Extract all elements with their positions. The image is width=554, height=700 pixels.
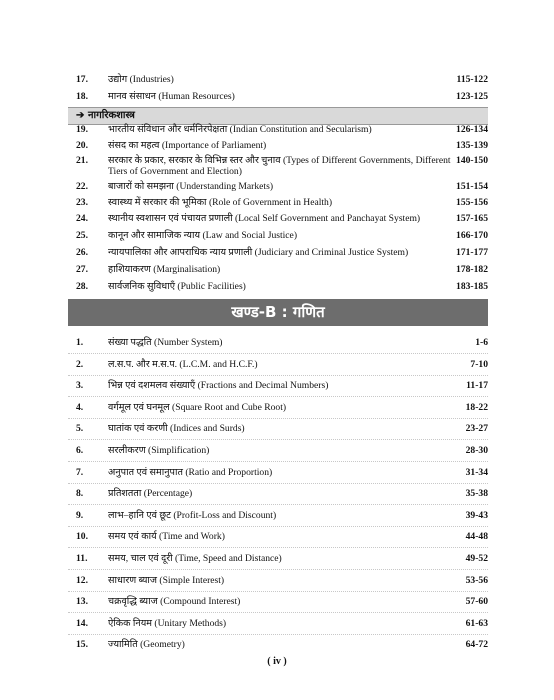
toc-pages: 166-170 <box>456 230 488 241</box>
toc-number: 6. <box>76 445 84 456</box>
toc-number: 1. <box>76 337 84 348</box>
toc-title: लाभ–हानि एवं छूट (Profit-Loss and Discount) <box>108 509 277 521</box>
toc-pages: 44-48 <box>465 531 488 543</box>
toc-number: 2. <box>76 358 84 370</box>
toc-number: 7. <box>76 466 84 478</box>
toc-title: मानव संसाधन (Human Resources) <box>108 91 235 102</box>
toc-number: 9. <box>76 509 84 521</box>
toc-pages: 35-38 <box>465 488 488 500</box>
toc-number: 24. <box>76 213 88 224</box>
toc-number: 12. <box>76 574 88 586</box>
toc-title: सरलीकरण (Simplification) <box>108 445 210 456</box>
toc-number: 18. <box>76 91 88 102</box>
toc-title: भारतीय संविधान और धर्मनिरपेक्षता (Indian Constitution and Secularism) <box>108 124 372 135</box>
toc-number: 25. <box>76 230 88 241</box>
toc-number: 8. <box>76 488 84 500</box>
toc-title: स्थानीय स्वशासन एवं पंचायत प्रणाली (Local Self Government and Panchayat System) <box>108 213 421 224</box>
toc-title: समय, चाल एवं दूरी (Time, Speed and Distance) <box>108 553 282 564</box>
toc-pages: 39-43 <box>465 509 488 521</box>
toc-number: 20. <box>76 140 88 151</box>
toc-number: 28. <box>76 281 88 292</box>
toc-title: अनुपात एवं समानुपात (Ratio and Proportion) <box>108 466 273 478</box>
toc-number: 15. <box>76 639 88 651</box>
section-heading-civics <box>68 107 488 125</box>
toc-number: 23. <box>76 197 88 208</box>
toc-number: 3. <box>76 380 84 392</box>
toc-title: न्यायपालिका और आपराधिक न्याय प्रणाली (Judiciary and Criminal Justice System) <box>108 247 409 258</box>
toc-pages: 49-52 <box>465 553 488 564</box>
toc-number: 13. <box>76 596 88 608</box>
toc-title: ऐकिक नियम (Unitary Methods) <box>108 617 227 629</box>
toc-pages: 28-30 <box>465 445 488 456</box>
toc-title: स्वास्थ्य में सरकार की भूमिका (Role of Government in Health) <box>108 197 333 208</box>
toc-title: सार्वजनिक सुविधाएँ (Public Facilities) <box>108 281 246 292</box>
toc-number: 27. <box>76 264 88 275</box>
toc-title: भिन्न एवं दशमलव संख्याएँ (Fractions and Decimal Numbers) <box>108 380 329 392</box>
toc-pages: 1-6 <box>475 337 488 348</box>
toc-pages: 18-22 <box>465 401 488 413</box>
toc-title: हाशियाकरण (Marginalisation) <box>108 264 221 275</box>
toc-pages: 64-72 <box>465 639 488 651</box>
toc-number: 11. <box>76 553 88 564</box>
toc-number: 19. <box>76 124 88 135</box>
page-number: ( iv ) <box>267 656 287 667</box>
toc-pages: 126-134 <box>456 124 488 135</box>
toc-number: 14. <box>76 617 88 629</box>
toc-title: चक्रवृद्धि ब्याज (Compound Interest) <box>108 596 241 608</box>
toc-pages: 123-125 <box>456 91 488 102</box>
toc-pages: 178-182 <box>456 264 488 275</box>
toc-number: 4. <box>76 401 84 413</box>
toc-title: प्रतिशतता (Percentage) <box>108 488 193 500</box>
toc-pages: 11-17 <box>466 380 488 392</box>
toc-pages: 7-10 <box>470 358 488 370</box>
toc-pages: 61-63 <box>465 617 488 629</box>
toc-title: कानून और सामाजिक न्याय (Law and Social Justice) <box>108 230 298 241</box>
toc-pages: 57-60 <box>465 596 488 608</box>
section-band-math: खण्ड-B : गणित <box>68 299 488 326</box>
toc-pages: 155-156 <box>456 197 488 208</box>
toc-pages: 140-150 <box>456 155 488 166</box>
toc-title: घातांक एवं करणी (Indices and Surds) <box>108 423 245 435</box>
toc-title: साधारण ब्याज (Simple Interest) <box>108 574 225 586</box>
toc-pages: 171-177 <box>456 247 488 258</box>
toc-title: ज्यामिति (Geometry) <box>108 639 185 651</box>
arrow-right-icon: ➔ <box>76 110 85 121</box>
toc-pages: 135-139 <box>456 140 488 151</box>
toc-title: सरकार के प्रकार, सरकार के विभिन्न स्तर और चुनाव (Types of Different Governments, Different Tiers of Government and Election) <box>108 155 451 177</box>
toc-number: 22. <box>76 181 88 192</box>
toc-number: 10. <box>76 531 88 543</box>
toc-title: संसद का महत्व (Importance of Parliament) <box>108 140 267 151</box>
toc-pages: 31-34 <box>465 466 488 478</box>
toc-title: ल.स.प. और म.स.प. (L.C.M. and H.C.F.) <box>108 358 258 370</box>
toc-number: 17. <box>76 74 88 85</box>
toc-title: वर्गमूल एवं घनमूल (Square Root and Cube Root) <box>108 401 287 413</box>
section-title: नागरिकशास्त्र <box>88 110 135 121</box>
toc-title: उद्योग (Industries) <box>108 74 174 85</box>
toc-pages: 23-27 <box>465 423 488 435</box>
toc-number: 26. <box>76 247 88 258</box>
toc-title: समय एवं कार्य (Time and Work) <box>108 531 225 543</box>
toc-pages: 53-56 <box>465 574 488 586</box>
toc-pages: 115-122 <box>456 74 488 85</box>
toc-title: संख्या पद्धति (Number System) <box>108 337 223 348</box>
toc-pages: 157-165 <box>456 213 488 224</box>
toc-pages: 151-154 <box>456 181 488 192</box>
toc-number: 21. <box>76 155 88 166</box>
toc-number: 5. <box>76 423 84 435</box>
toc-title: बाजारों को समझना (Understanding Markets) <box>108 181 274 192</box>
toc-pages: 183-185 <box>456 281 488 292</box>
